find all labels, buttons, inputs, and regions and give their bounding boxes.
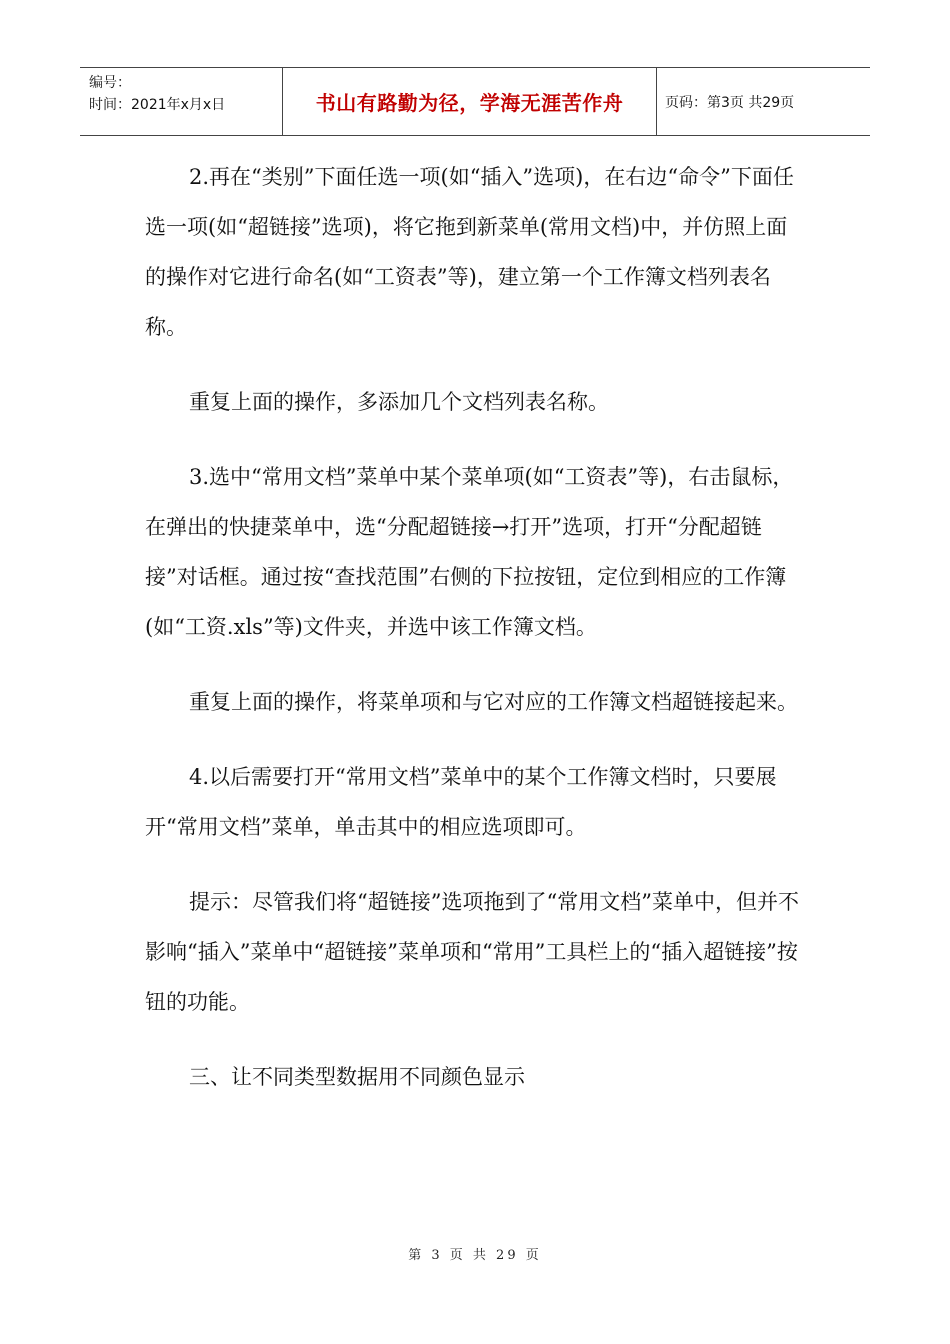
paragraph-2: 重复上面的操作，多添加几个文档列表名称。 (189, 390, 609, 414)
page-header (80, 67, 870, 136)
paragraph-5: 4.以后需要打开“常用文档”菜单中的某个工作簿文档时，只要展开“常用文档”菜单，单击其中的相应选项即可。 (145, 765, 777, 839)
paragraph-4: 重复上面的操作，将菜单项和与它对应的工作簿文档超链接起来。 (189, 690, 798, 714)
header-meta (80, 68, 283, 135)
document-number-label: 编号： (89, 75, 131, 91)
paragraph-6: 提示：尽管我们将“超链接”选项拖到了“常用文档”菜单中，但并不影响“插入”菜单中“超链接”菜单项和“常用”工具栏上的“插入超链接”按钮的功能。 (145, 890, 799, 1014)
paragraph-1: 2.再在“类别”下面任选一项(如“插入”选项)，在右边“命令”下面任选一项(如“超链接”选项)，将它拖到新菜单(常用文档)中，并仿照上面的操作对它进行命名(如“工资表”等)，建立第一个工作簿文档列表名称。 (145, 165, 794, 339)
page-footer: 第 3 页 共 29 页 (408, 1248, 542, 1263)
section-heading: 三、让不同类型数据用不同颜色显示 (189, 1065, 525, 1089)
header-page-info: 页码：第3页 共29页 (665, 94, 795, 111)
document-body (145, 152, 805, 1127)
header-motto: 书山有路勤为径，学海无涯苦作舟 (283, 68, 657, 135)
paragraph-3: 3.选中“常用文档”菜单中某个菜单项(如“工资表”等)，右击鼠标，在弹出的快捷菜单中，选“分配超链接→打开”选项，打开“分配超链接”对话框。通过按“查找范围”右侧的下拉按钮，定位到相应的工作簿(如“工资.xls”等)文件夹，并选中该工作簿文档。 (145, 465, 794, 639)
document-time-label: 时间：2021年x月x日 (89, 97, 226, 113)
